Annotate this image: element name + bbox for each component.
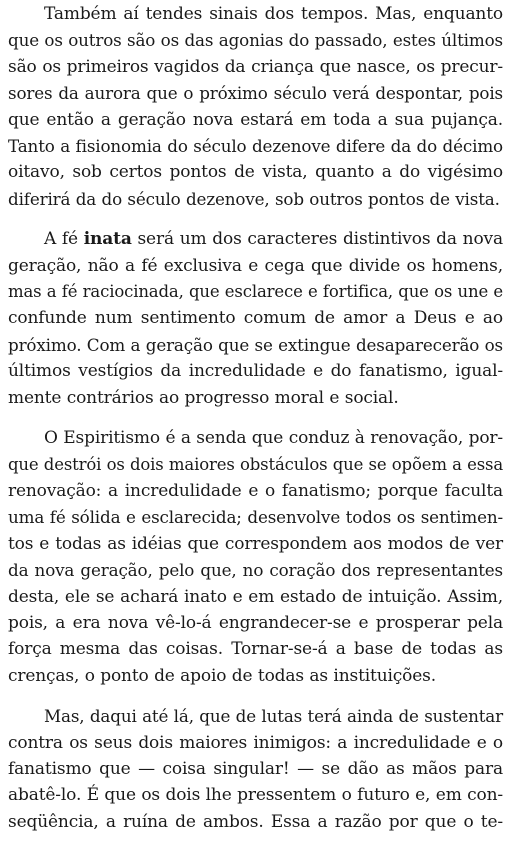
text-line: abatê-lo. É que os dois lhe pressentem o futuro e, em con- [8,785,503,806]
text-line: que os outros são os das agonias do passado, estes últimos [8,30,503,51]
text-line: que destrói os dois maiores obstáculos que se opõem a essa [8,454,504,474]
text-line: Tanto a fisionomia do século dezenove difere da do décimo [8,136,503,157]
paragraph-1 [8,1,503,212]
text-line: geração, não a fé exclusiva e cega que divide os homens, [8,255,503,276]
text-run: A fé [44,229,84,250]
text-line: Também aí tendes sinais dos tempos. Mas, enquanto [44,4,503,24]
paragraph-3 [8,425,503,689]
text-line: renovação: a incredulidade e o fanatismo; porque faculta [8,480,503,501]
text-line: diferirá da do século dezenove, sob outros pontos de vista. [8,188,500,209]
text-line: O Espiritismo é a senda que conduz à renovação, por- [44,428,503,449]
paragraph-4 [8,703,503,835]
text-line: fanatismo que — coisa singular! — se dão as mãos para [8,758,503,779]
bold-term: inata [83,229,132,250]
text-run: será um dos caracteres distintivos da nova [131,229,503,250]
paragraph-2 [8,226,503,411]
text-line: oitavo, sob certos pontos de vista, quanto a do vigésimo [8,162,503,183]
text-line: força mesma das coisas. Tornar-se-á a base de todas as [8,639,503,660]
text-line: Mas, daqui até lá, que de lutas terá ainda de sustentar [44,706,503,727]
text-line: desta, ele se achará inato e em estado de intuição. Assim, [8,586,503,607]
text-line: da nova geração, pelo que, no coração dos representantes [8,560,503,581]
text-line: confunde num sentimento comum de amor a Deus e ao [8,308,503,329]
text-line: sores da aurora que o próximo século verá despontar, pois [8,83,503,104]
text-line: últimos vestígios da incredulidade e do fanatismo, igual- [8,361,503,382]
text-line: pois, a era nova vê-lo-á engrandecer-se e prosperar pela [8,612,503,633]
text-line: que então a geração nova estará em toda a sua pujança. [8,109,503,130]
text-line: seqüência, a ruína de ambos. Essa a razão por que o te- [8,811,503,832]
text-line: tos e todas as idéias que correspondem aos modos de ver [8,533,503,554]
text-line: uma fé sólida e esclarecida; desenvolve todos os sentimen- [8,507,503,528]
text-line: crenças, o ponto de apoio de todas as instituições. [8,665,437,686]
text-line: mente contrários ao progresso moral e social. [8,387,399,408]
text-line: mas a fé raciocinada, que esclarece e fortifica, que os une e [8,282,503,302]
text-line: são os primeiros vagidos da criança que nasce, os precur- [8,56,503,77]
text-line [8,226,503,252]
text-line: próximo. Com a geração que se extingue desaparecerão os [8,334,503,355]
text-line: contra os seus dois maiores inimigos: a incredulidade e o [8,732,503,753]
